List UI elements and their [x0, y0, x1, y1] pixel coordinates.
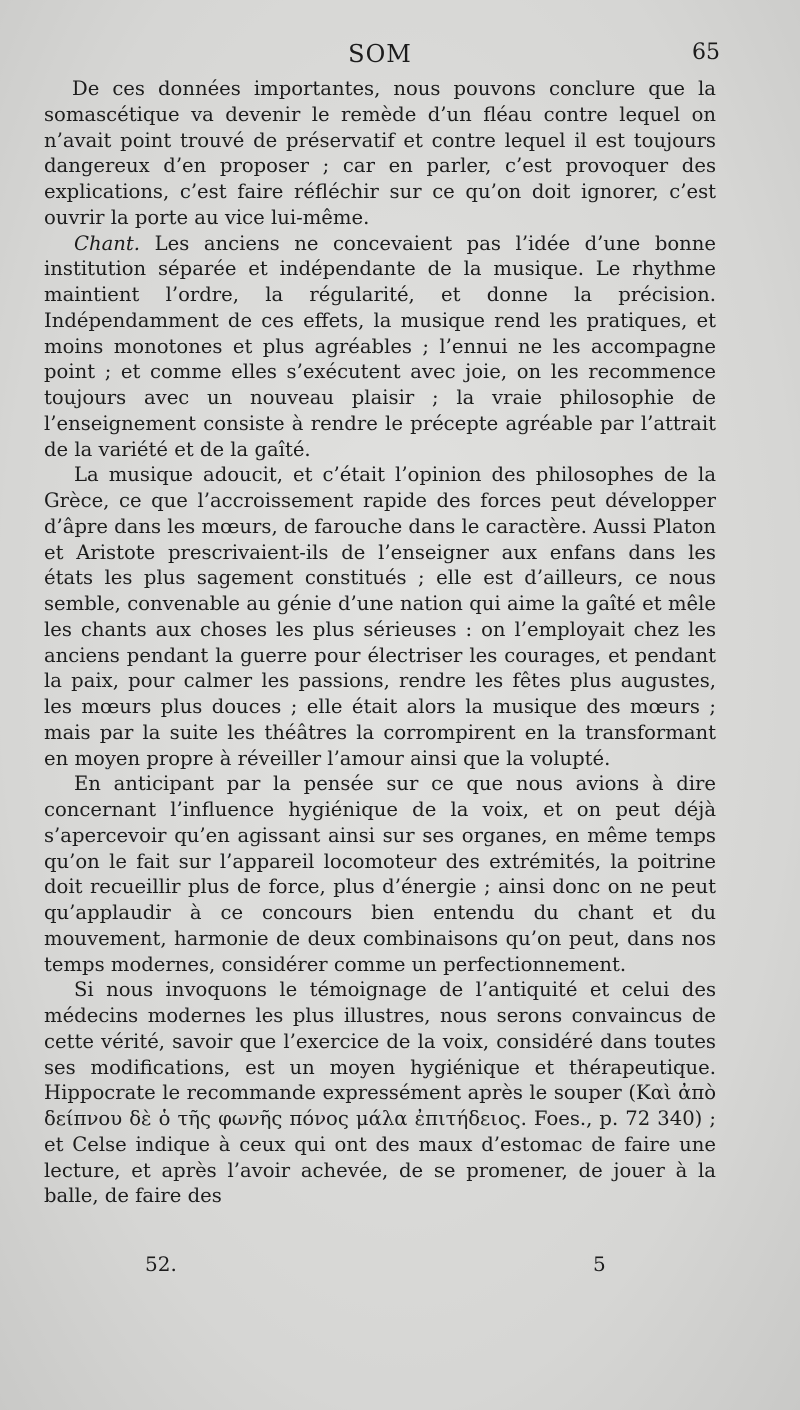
body-text — [44, 76, 716, 1209]
page-header — [40, 40, 720, 72]
paragraph-musique-adoucit — [44, 462, 716, 771]
paragraph-text: La musique adoucit, et c’était l’opinion des philosophes de la Grèce, ce que l’accroissement rapide des forces peut développer d’âpre dans les mœurs, de farouche dans le caractère. Aussi Platon et Aristote prescrivaient-ils de l’enseigner aux enfans dans les états les plus sagement constitués ; elle est d’ailleurs, ce nous semble, convenable au génie d’une nation qui aime la gaîté et mêle les chants aux choses les plus sérieuses : on l’employait chez les anciens pendant la guerre pour électriser les courages, et pendant la paix, pour calmer les passions, rendre les fêtes plus augustes, les mœurs plus douces ; elle était alors la musique des mœurs ; mais par la suite les théâtres la corrompirent en la transformant en moyen propre à réveiller l’amour ainsi que la volupté. — [44, 463, 716, 770]
paragraph-temoignage — [44, 977, 716, 1209]
paragraph-somascetique — [44, 76, 716, 231]
paragraph-text: Les anciens ne concevaient pas l’idée d’une bonne institution séparée et indépendante de la musique. Le rhythme maintient l’ordre, la régularité, et donne la précision. Indépendamment de ces effets, la musique rend les pratiques, et moins monotones et plus agréables ; l’ennui ne les accompagne point ; et comme elles s’exécutent avec joie, on les recommence toujours avec un nouveau plaisir ; la vraie philosophie de l’enseignement consiste à rendre le précepte agréable par l’attrait de la variété et de la gaîté. — [44, 231, 716, 461]
signature-number: 52. — [145, 1252, 177, 1276]
paragraph-chant — [44, 231, 716, 463]
page-number: 65 — [692, 40, 720, 65]
gathering-mark: 5 — [593, 1252, 606, 1276]
running-head: SOM — [348, 40, 412, 68]
section-heading-chant: Chant. — [74, 231, 141, 255]
page-footer — [40, 1252, 720, 1280]
paragraph-text: Si nous invoquons le témoignage de l’antiquité et celui des médecins modernes les plus illustres, nous serons convaincus de cette vérité, savoir que l’exercice de la voix, considéré dans toutes ses modifications, est un moyen hygiénique et thérapeutique. Hippocrate le recommande expressément après le souper (Καὶ ἀπὸ δείπνου δὲ ὁ τῆς φωνῆς πόνος μάλα ἐπιτήδειος. Foes., p. 72 340) ; et Celse indique à ceux qui ont des maux d’estomac de faire une lecture, et après l’avoir achevée, de se promener, de jouer à la balle, de faire des — [44, 978, 716, 1208]
paragraph-text: En anticipant par la pensée sur ce que nous avions à dire concernant l’influence hygiénique de la voix, et on peut déjà s’apercevoir qu’en agissant ainsi sur ses organes, en même temps qu’on le fait sur l’appareil locomoteur des extrémités, la poitrine doit recueillir plus de force, plus d’énergie ; ainsi donc on ne peut qu’applaudir à ce concours bien entendu du chant et du mouvement, harmonie de deux combinaisons qu’on peut, dans nos temps modernes, considérer comme un perfectionnement. — [44, 772, 716, 976]
paragraph-text: De ces données importantes, nous pouvons conclure que la somascétique va devenir le remède d’un fléau contre lequel on n’avait point trouvé de préservatif et contre lequel il est toujours dangereux d’en proposer ; car en parler, c’est provoquer des explications, c’est faire réfléchir sur ce qu’on doit ignorer, c’est ouvrir la porte au vice lui-même. — [44, 77, 716, 229]
paragraph-anticipant — [44, 771, 716, 977]
